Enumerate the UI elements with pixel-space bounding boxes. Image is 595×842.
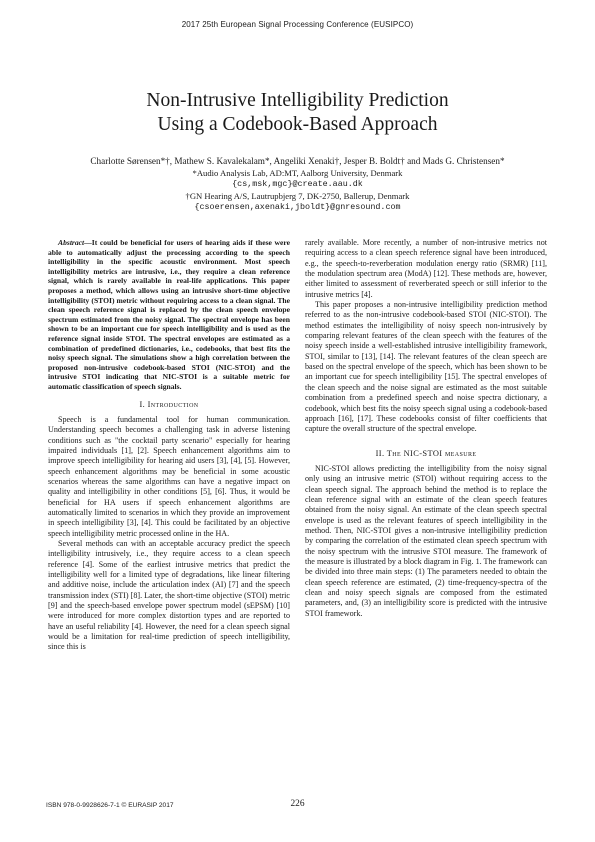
intro-paragraph-2: Several methods can with an acceptable accuracy predict the speech intelligibility intrusively, i.e., they require access to a clean speech reference [4]. Some of the earliest intrusive metrics that predict the intelligibility well for a limited type of degradations, like linear filtering and additive noise, include the articulation index (AI) [7] and the speech transmission index (STI) [8]. Later, the short-time objective (STOI) metric [9] and the speech-based envelope power spectrum model (sEPSM) [10] were introduced for more complex distortion types and are reported to have an useful reliability [4]. However, the need for a clean speech signal would be a limitation for real-time prediction of speech intelligibility, since this is (48, 538, 290, 652)
author-list: Charlotte Sørensen*†, Mathew S. Kavalekalam*, Angeliki Xenaki†, Jesper B. Boldt† and Mads G. Christensen* (90, 156, 505, 166)
method-paragraph-1: NIC-STOI allows predicting the intelligibility from the noisy signal only using an intrusive metric (STOI) without requiring access to the clean speech signal. The approach behind the method is to replace the clean reference signal with an estimate of the clean speech features obtained from the noisy signal. An estimate of the clean speech spectral envelope is used as the relevant features of speech intelligibility in the method. Then, NIC-STOI gives a non-intrusive intelligibility prediction by comparing the correlation of the estimated clean speech spectrum with the noisy spectrum with the intrusive STOI measure. The framework of the measure is illustrated by a block diagram in Fig. 1. The framework can be divided into three main steps: (1) The parameters needed to obtain the clean speech reference are estimated, (2) time-frequency-spectra of the clean and noisy speech signals are composed from the estimated parameters, and, (3) an intelligibility score is predicted with the intrusive STOI framework. (305, 463, 547, 618)
title-line-1: Non-Intrusive Intelligibility Prediction (146, 90, 449, 111)
affiliation-2: †GN Hearing A/S, Lautrupbjerg 7, DK-2750, Ballerup, Denmark (185, 191, 410, 201)
intro-paragraph-3: This paper proposes a non-intrusive intelligibility prediction method referred to as the non-intrusive codebook-based STOI (NIC-STOI). The method estimates the intelligibility of noisy speech non-intrusively by comparing relevant features of the clean speech with the features of the noisy speech inside a well-established intrusive intelligibility framework, STOI, similar to [13], [14]. The relevant features of the clean speech are based on the spectral envelope of the speech, which has been shown to be an important cue for speech intelligibility [15]. The spectral envelopes of the clean speech and the noise signal are estimated as the most suitable combination from a predefined speech and noise spectra dictionary, a codebook, which best fits the noisy speech signal using a codebook-based approach [16], [17]. These codebooks consist of filter coefficients that capture the overall structure of the spectral envelope. (305, 300, 547, 434)
affiliation-1: *Audio Analysis Lab, AD:MT, Aalborg University, Denmark (192, 168, 403, 178)
abstract (48, 238, 290, 392)
abstract-lead: Abstract (58, 238, 85, 247)
conference-header: 2017 25th European Signal Processing Conference (EUSIPCO) (181, 20, 414, 29)
page-number: 226 (290, 799, 305, 809)
left-column (48, 238, 290, 653)
affiliation-1-email: {cs,msk,mgc}@create.aau.dk (232, 179, 363, 189)
paper-title (0, 89, 595, 137)
abstract-text: —It could be beneficial for users of hearing aids if these were able to automatically adjust the processing according to the speech intelligibility in the specific acoustic environment. Most speech intelligibility metrics are intrusive, i.e., they require a clean reference signal, which is rarely available in real-life applications. This paper proposes a method, which allows using an intrusive short-time objective intelligibility (STOI) metric without requiring access to a clean signal. The clean speech reference signal is replaced by the clean speech envelope spectrum estimated from the noisy signal. The spectral envelope has been shown to be an important cue for speech intelligibility and is used as the reference signal inside STOI. The spectral envelopes are estimated as a combination of predefined dictionaries, i.e., codebooks, that best fits the noisy speech signal. The simulations show a high correlation between the proposed non-intrusive codebook-based STOI (NIC-STOI) and the intrusive STOI indicating that NIC-STOI is a suitable metric for automatic classification of speech signals. (48, 238, 290, 391)
intro-paragraph-2-continued: rarely available. More recently, a number of non-intrusive metrics not requiring access to a clean speech reference signal have been introduced, e.g., the speech-to-reverberation modulation energy ratio (SRMR) [11], the modulation spectrum area (ModA) [12]. These methods are, however, either limited to assessment of reverberated speech or still inferior to the intrusive metrics [4]. (305, 238, 547, 299)
affiliation-2-email: {csoerensen,axenaki,jboldt}@gnresound.com (194, 202, 401, 212)
isbn-footer: ISBN 978-0-9928626-7-1 © EURASIP 2017 (46, 802, 174, 809)
section-2-heading: II. The NIC-STOI measure (375, 448, 477, 458)
right-column (305, 238, 547, 619)
intro-paragraph-1: Speech is a fundamental tool for human communication. Understanding speech becomes a challenging task in adverse listening conditions such as "the cocktail party scenario" especially for hearing impaired individuals [1], [2]. Speech enhancement algorithms aim to improve speech intelligibility for hearing aid users [3], [4], [5]. However, speech enhancement algorithms may be beneficial in some acoustic scenarios whereas the same algorithms can have a negative impact on quality and intelligibility in other conditions [5], [6]. Thus, it would be beneficial for HA users if speech enhancement algorithms are automatically limited to scenarios in which they provide an improvement in speech intelligibility [3], [4]. This could be facilitated by an objective speech intelligibility metric processed online in the HA. (48, 414, 290, 538)
section-1-heading: I. Introduction (139, 399, 199, 409)
title-line-2: Using a Codebook-Based Approach (157, 114, 438, 135)
